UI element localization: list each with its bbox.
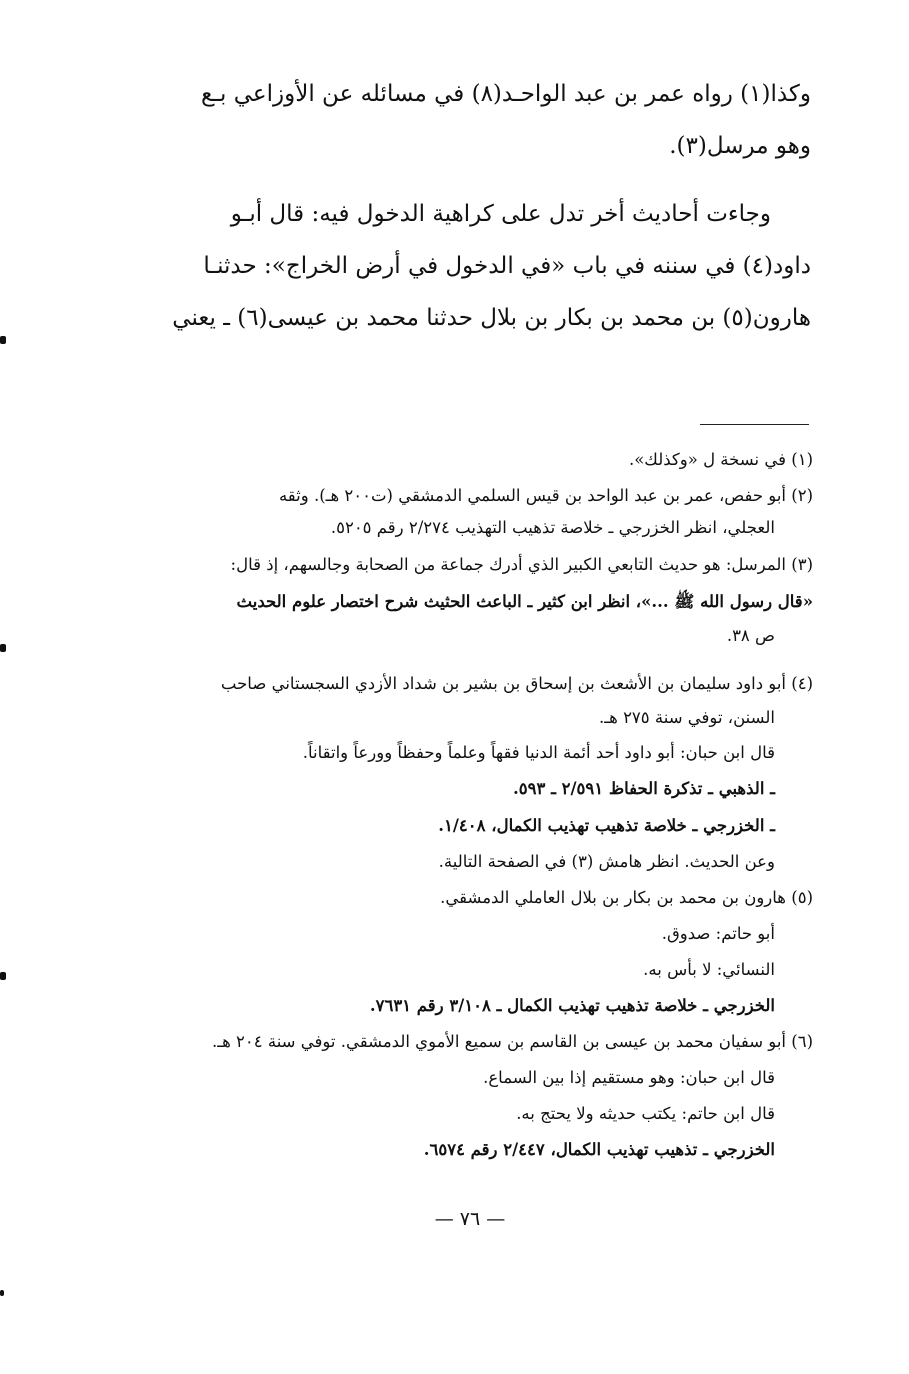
footnote-5-cont: أبو حاتم: صدوق.	[661, 924, 775, 943]
main-text-block	[111, 68, 811, 172]
footnote-3-cont: ص ٣٨.	[726, 626, 775, 645]
page-number: — ٧٦ —	[434, 1208, 506, 1230]
footnote-2-cont: العجلي، انظر الخزرجي ـ خلاصة تذهيب التهذيب ٢/٢٧٤ رقم ٥٢٠٥.	[330, 518, 775, 537]
margin-mark	[0, 1290, 4, 1296]
footnote-3-cont: «قال رسول الله ﷺ ...»، انظر ابن كثير ـ الباعث الحثيث شرح اختصار علوم الحديث	[236, 592, 813, 611]
footnote-4: (٤) أبو داود سليمان بن الأشعث بن إسحاق بن بشير بن شداد الأزدي السجستاني صاحب	[220, 674, 813, 693]
footnote-3: (٣) المرسل: هو حديث التابعي الكبير الذي أدرك جماعة من الصحابة وجالسهم، إذ قال:	[230, 555, 813, 574]
footnote-4-cont: ـ الذهبي ـ تذكرة الحفاظ ٢/٥٩١ ـ ٥٩٣.	[512, 779, 775, 798]
main-text-line: وكذا(١) رواه عمر بن عبد الواحـد(٨) في مسائله عن الأوزاعي بـع	[201, 81, 811, 107]
footnote-6-cont: الخزرجي ـ تذهيب تهذيب الكمال، ٢/٤٤٧ رقم ٦٥٧٤.	[423, 1140, 775, 1159]
main-text-line: وهو مرسل(٣).	[669, 133, 811, 159]
footnote-4-cont: وعن الحديث. انظر هامش (٣) في الصفحة التالية.	[438, 852, 775, 871]
margin-mark	[0, 336, 6, 344]
main-text-line: هارون(٥) بن محمد بن بكار بن بلال حدثنا محمد بن عيسى(٦) ـ يعني	[172, 305, 811, 331]
footnote-4-cont: قال ابن حبان: أبو داود أحد أئمة الدنيا فقهاً وعلماً وحفظاً وورعاً واتقاناً.	[302, 743, 775, 762]
footnote-6-cont: قال ابن حبان: وهو مستقيم إذا بين السماع.	[483, 1068, 775, 1087]
main-text-paragraph	[111, 188, 811, 344]
footnote-4-cont: ـ الخزرجي ـ خلاصة تذهيب تهذيب الكمال، ١/٤٠٨.	[438, 816, 775, 835]
margin-mark	[0, 972, 6, 980]
main-text-line: داود(٤) في سننه في باب «في الدخول في أرض الخراج»: حدثنـا	[203, 253, 811, 279]
footnote-1: (١) في نسخة ل «وكذلك».	[628, 450, 813, 469]
footnote-5-cont: النسائي: لا بأس به.	[643, 960, 775, 979]
main-text-line: وجاءت أحاديث أخر تدل على كراهية الدخول فيه: قال أبـو	[230, 201, 771, 227]
footnote-5-cont: الخزرجي ـ خلاصة تذهيب تهذيب الكمال ـ ٣/١٠٨ رقم ٧٦٣١.	[369, 996, 775, 1015]
margin-mark	[0, 644, 6, 652]
footnote-4-cont: السنن، توفي سنة ٢٧٥ هـ.	[599, 708, 775, 727]
footnote-2: (٢) أبو حفص، عمر بن عبد الواحد بن قيس السلمي الدمشقي (ت٢٠٠ هـ). وثقه	[278, 486, 813, 505]
footnote-6-cont: قال ابن حاتم: يكتب حديثه ولا يحتج به.	[516, 1104, 775, 1123]
footnote-separator	[700, 424, 809, 425]
footnote-5: (٥) هارون بن محمد بن بكار بن بلال العاملي الدمشقي.	[440, 888, 813, 907]
footnote-6: (٦) أبو سفيان محمد بن عيسى بن القاسم بن سميع الأموي الدمشقي. توفي سنة ٢٠٤ هـ.	[211, 1032, 813, 1051]
